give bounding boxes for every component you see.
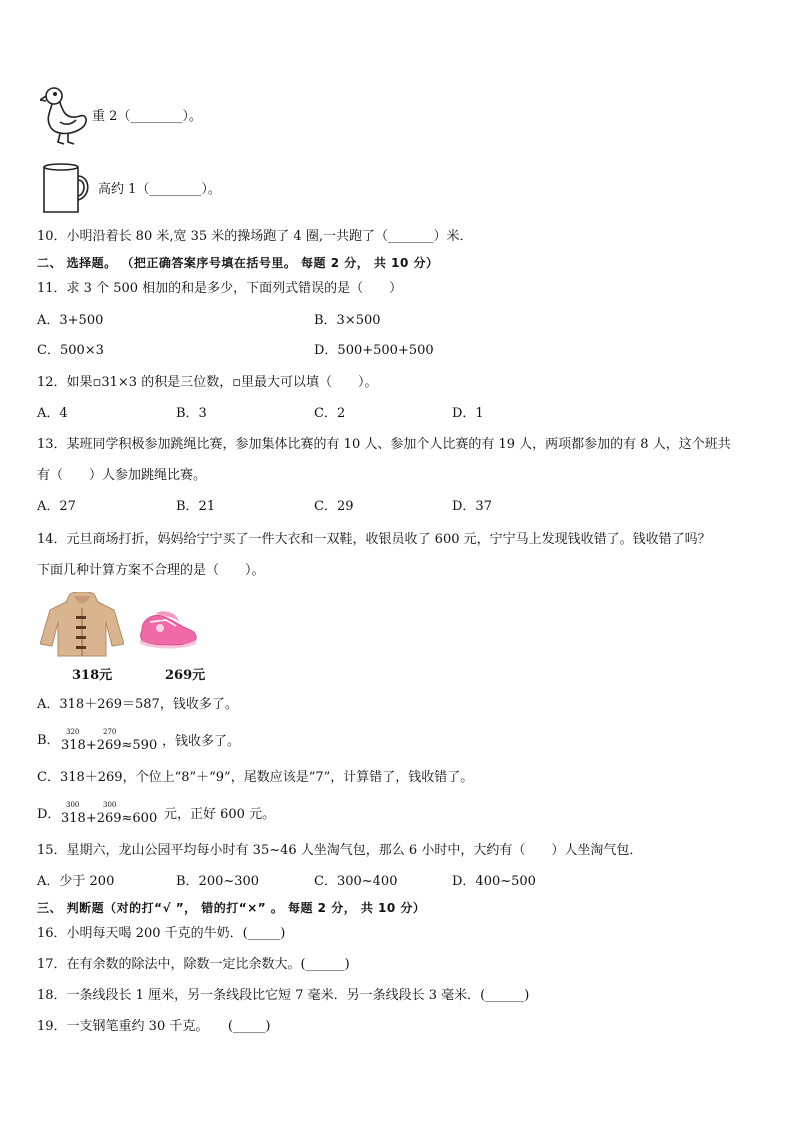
q11-option-b: B．3×500 — [314, 313, 381, 328]
q11-option-a: A．3+500 — [37, 313, 104, 328]
q13-option-b: B．21 — [176, 499, 216, 514]
question-10: 10．小明沿着长 80 米,宽 35 米的操场跑了 4 圈,一共跑了（_______）米． — [37, 229, 473, 244]
q15-option-c: C．300~400 — [314, 874, 398, 889]
q9-duck-text: 重 2（________）。 — [92, 109, 202, 124]
question-13-line-1: 13．某班同学积极参加跳绳比赛，参加集体比赛的有 10 人、参加个人比赛的有 19 人，两项都参加的有 8 人，这个班共 — [37, 437, 731, 452]
q15-option-b: B．200~300 — [176, 874, 260, 889]
q9-cup-text: 高约 1（________）。 — [98, 182, 221, 197]
q11-option-d: D．500+500+500 — [314, 343, 434, 358]
q12-option-c: C．2 — [314, 406, 346, 421]
q12-option-d: D．1 — [452, 406, 484, 421]
question-18: 18．一条线段长 1 厘米，另一条线段比它短 7 毫米．另一条线段长 3 毫米．(______) — [37, 988, 530, 1003]
q14-option-b-label: B． — [37, 733, 60, 748]
q14-option-b-round-2: 270 — [103, 728, 117, 736]
q14-option-b-expression: 318+269≈590 — [61, 738, 158, 753]
q13-option-a: A．27 — [37, 499, 76, 514]
shoe-price: 269元 — [165, 668, 206, 683]
question-11: 11．求 3 个 500 相加的和是多少，下面列式错误的是（ ） — [37, 281, 403, 296]
cup-picture — [42, 162, 96, 216]
q12-option-b: B．3 — [176, 406, 207, 421]
duck-picture — [40, 84, 90, 148]
coat-picture — [40, 592, 124, 658]
shoe-picture — [136, 608, 198, 650]
q13-option-c: C．29 — [314, 499, 354, 514]
question-14-line-1: 14．元旦商场打折，妈妈给宁宁买了一件大衣和一双鞋，收银员收了 600 元，宁宁马上发现钱收错了。钱收错了吗？ — [37, 532, 711, 547]
q14-option-d-round-1: 300 — [66, 801, 80, 809]
q14-option-d-expression: 318+269≈600 — [61, 811, 158, 826]
question-15: 15．星期六，龙山公园平均每小时有 35~46 人坐淘气包，那么 6 小时中，大约有（ ）人坐淘气包． — [37, 843, 643, 858]
q14-option-c: C．318＋269，个位上“8”＋“9”，尾数应该是“7”，计算错了，钱收错了。 — [37, 770, 474, 785]
question-16: 16．小明每天喝 200 千克的牛奶．(_____) — [37, 926, 286, 941]
q14-option-b-round-1: 320 — [66, 728, 80, 736]
q14-option-b-tail: ，钱收多了。 — [162, 734, 241, 749]
q14-option-d-tail: 元，正好 600 元。 — [164, 807, 276, 822]
question-14-line-2: 下面几种计算方案不合理的是（ ）。 — [37, 563, 265, 578]
q14-option-d-round-2: 300 — [103, 801, 117, 809]
question-12: 12．如果▫31×3 的积是三位数，▫里最大可以填（ ）。 — [37, 375, 378, 390]
question-19: 19．一支钢笔重约 30 千克。 (_____) — [37, 1019, 271, 1034]
q14-option-a: A．318＋269＝587，钱收多了。 — [37, 697, 238, 712]
q12-option-a: A．4 — [37, 406, 68, 421]
q14-option-d-label: D． — [37, 807, 61, 822]
section-2-heading: 二、 选择题。 （把正确答案序号填在括号里。 每题 2 分， 共 10 分） — [37, 256, 439, 270]
coat-price: 318元 — [72, 668, 113, 683]
q13-option-d: D．37 — [452, 499, 492, 514]
question-17: 17．在有余数的除法中，除数一定比余数大。(______) — [37, 957, 350, 972]
question-13-line-2: 有（ ）人参加跳绳比赛。 — [37, 468, 207, 483]
section-3-heading: 三、 判断题（对的打“√ ”， 错的打“×” 。 每题 2 分， 共 10 分） — [37, 901, 426, 915]
q15-option-a: A．少于 200 — [37, 874, 115, 889]
q11-option-c: C．500×3 — [37, 343, 104, 358]
q15-option-d: D．400~500 — [452, 874, 536, 889]
